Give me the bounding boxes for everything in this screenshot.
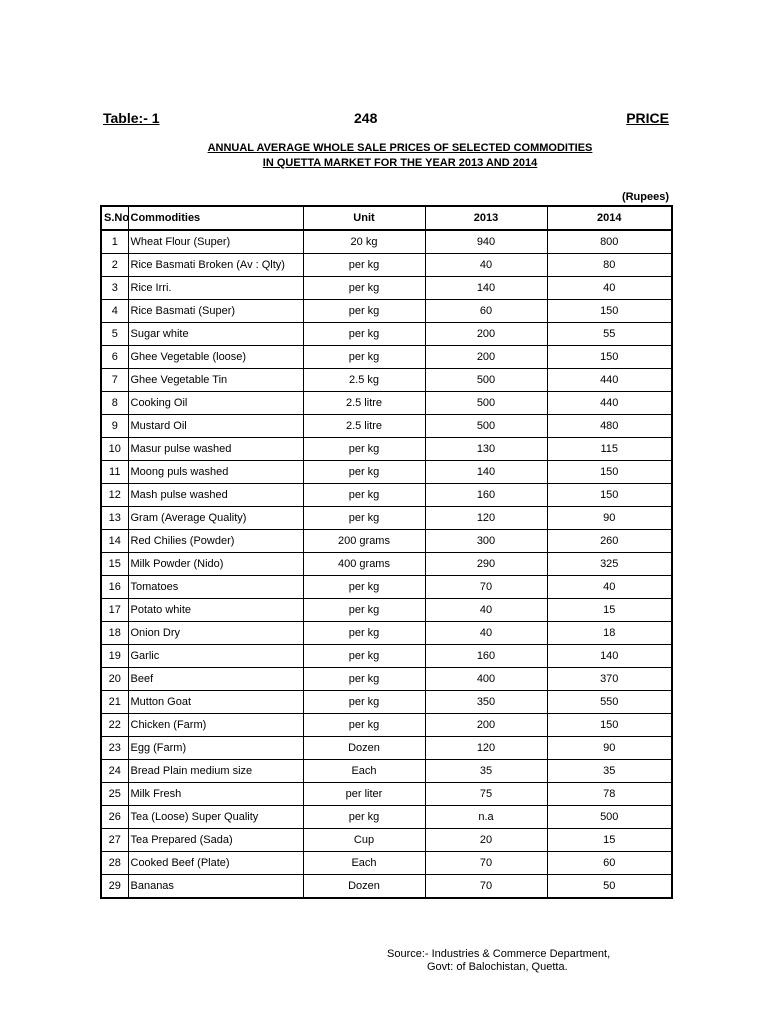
- cell-price-2014: 550: [547, 691, 672, 714]
- cell-sno: 9: [101, 415, 128, 438]
- cell-unit: Each: [303, 760, 425, 783]
- cell-sno: 8: [101, 392, 128, 415]
- cell-price-2013: 200: [425, 346, 547, 369]
- cell-unit: per kg: [303, 300, 425, 323]
- cell-unit: per kg: [303, 622, 425, 645]
- cell-unit: per kg: [303, 806, 425, 829]
- table-row: [101, 599, 672, 622]
- table-label: Table:- 1: [103, 110, 160, 126]
- cell-sno: 25: [101, 783, 128, 806]
- currency-unit-note: (Rupees): [621, 191, 669, 203]
- cell-unit: 20 kg: [303, 230, 425, 254]
- table-header-row: [101, 206, 672, 230]
- cell-price-2014: 440: [547, 392, 672, 415]
- cell-price-2014: 55: [547, 323, 672, 346]
- table-row: [101, 346, 672, 369]
- cell-commodity: Milk Fresh: [128, 783, 303, 806]
- cell-price-2014: 60: [547, 852, 672, 875]
- table-row: [101, 369, 672, 392]
- column-header-2014: 2014: [547, 206, 672, 230]
- table-row: [101, 783, 672, 806]
- table-row: [101, 300, 672, 323]
- cell-unit: 2.5 kg: [303, 369, 425, 392]
- cell-unit: per kg: [303, 277, 425, 300]
- cell-sno: 18: [101, 622, 128, 645]
- cell-unit: Each: [303, 852, 425, 875]
- cell-commodity: Red Chilies (Powder): [128, 530, 303, 553]
- cell-price-2013: 70: [425, 576, 547, 599]
- cell-commodity: Ghee Vegetable Tin: [128, 369, 303, 392]
- cell-price-2013: 290: [425, 553, 547, 576]
- table-row: [101, 323, 672, 346]
- cell-price-2013: 940: [425, 230, 547, 254]
- cell-commodity: Rice Basmati (Super): [128, 300, 303, 323]
- cell-price-2014: 440: [547, 369, 672, 392]
- cell-commodity: Wheat Flour (Super): [128, 230, 303, 254]
- cell-unit: Cup: [303, 829, 425, 852]
- cell-unit: 200 grams: [303, 530, 425, 553]
- cell-sno: 16: [101, 576, 128, 599]
- cell-price-2014: 150: [547, 300, 672, 323]
- cell-price-2013: 500: [425, 415, 547, 438]
- table-row: [101, 277, 672, 300]
- cell-price-2014: 78: [547, 783, 672, 806]
- table-row: [101, 737, 672, 760]
- cell-price-2013: 20: [425, 829, 547, 852]
- table-row: [101, 438, 672, 461]
- cell-price-2013: 140: [425, 461, 547, 484]
- cell-commodity: Cooking Oil: [128, 392, 303, 415]
- cell-commodity: Potato white: [128, 599, 303, 622]
- cell-unit: per kg: [303, 254, 425, 277]
- cell-price-2014: 90: [547, 737, 672, 760]
- table-row: [101, 875, 672, 899]
- table-row: [101, 622, 672, 645]
- table-row: [101, 691, 672, 714]
- cell-unit: per liter: [303, 783, 425, 806]
- table-row: [101, 507, 672, 530]
- table-row: [101, 668, 672, 691]
- cell-commodity: Cooked Beef (Plate): [128, 852, 303, 875]
- cell-sno: 15: [101, 553, 128, 576]
- table-row: [101, 230, 672, 254]
- cell-commodity: Garlic: [128, 645, 303, 668]
- cell-price-2014: 150: [547, 461, 672, 484]
- cell-price-2013: 140: [425, 277, 547, 300]
- cell-unit: per kg: [303, 576, 425, 599]
- cell-sno: 20: [101, 668, 128, 691]
- cell-price-2013: 40: [425, 254, 547, 277]
- cell-sno: 6: [101, 346, 128, 369]
- cell-price-2013: 400: [425, 668, 547, 691]
- cell-price-2013: 200: [425, 714, 547, 737]
- cell-price-2014: 150: [547, 714, 672, 737]
- document-title-line-2: IN QUETTA MARKET FOR THE YEAR 2013 AND 2014: [262, 157, 538, 169]
- cell-unit: 2.5 litre: [303, 392, 425, 415]
- cell-commodity: Egg (Farm): [128, 737, 303, 760]
- source-line-2: Govt: of Balochistan, Quetta.: [427, 961, 568, 973]
- table-row: [101, 392, 672, 415]
- cell-price-2013: 160: [425, 645, 547, 668]
- cell-commodity: Beef: [128, 668, 303, 691]
- table-row: [101, 852, 672, 875]
- table-row: [101, 806, 672, 829]
- cell-commodity: Tea Prepared (Sada): [128, 829, 303, 852]
- cell-commodity: Masur pulse washed: [128, 438, 303, 461]
- cell-price-2013: 200: [425, 323, 547, 346]
- cell-sno: 1: [101, 230, 128, 254]
- cell-commodity: Moong puls washed: [128, 461, 303, 484]
- cell-sno: 12: [101, 484, 128, 507]
- cell-sno: 19: [101, 645, 128, 668]
- page-number: 248: [354, 110, 378, 126]
- cell-price-2013: 300: [425, 530, 547, 553]
- cell-price-2014: 800: [547, 230, 672, 254]
- cell-unit: per kg: [303, 438, 425, 461]
- cell-commodity: Tea (Loose) Super Quality: [128, 806, 303, 829]
- cell-price-2014: 90: [547, 507, 672, 530]
- cell-commodity: Rice Irri.: [128, 277, 303, 300]
- cell-price-2013: 350: [425, 691, 547, 714]
- cell-commodity: Milk Powder (Nido): [128, 553, 303, 576]
- table-row: [101, 553, 672, 576]
- cell-price-2013: 500: [425, 369, 547, 392]
- cell-price-2014: 40: [547, 277, 672, 300]
- price-table: [100, 205, 673, 899]
- table-row: [101, 829, 672, 852]
- cell-commodity: Bananas: [128, 875, 303, 899]
- cell-commodity: Onion Dry: [128, 622, 303, 645]
- column-header-sno: S.No: [101, 206, 128, 230]
- cell-price-2013: n.a: [425, 806, 547, 829]
- cell-price-2013: 70: [425, 852, 547, 875]
- cell-sno: 23: [101, 737, 128, 760]
- cell-price-2014: 115: [547, 438, 672, 461]
- cell-price-2014: 15: [547, 829, 672, 852]
- cell-unit: Dozen: [303, 737, 425, 760]
- cell-unit: per kg: [303, 599, 425, 622]
- section-title: PRICE: [626, 110, 669, 126]
- cell-unit: per kg: [303, 668, 425, 691]
- cell-commodity: Mutton Goat: [128, 691, 303, 714]
- cell-unit: per kg: [303, 691, 425, 714]
- cell-price-2014: 500: [547, 806, 672, 829]
- cell-price-2014: 150: [547, 484, 672, 507]
- cell-price-2014: 40: [547, 576, 672, 599]
- cell-commodity: Tomatoes: [128, 576, 303, 599]
- cell-sno: 11: [101, 461, 128, 484]
- table-row: [101, 415, 672, 438]
- cell-commodity: Mustard Oil: [128, 415, 303, 438]
- cell-unit: Dozen: [303, 875, 425, 899]
- cell-sno: 26: [101, 806, 128, 829]
- cell-unit: 2.5 litre: [303, 415, 425, 438]
- table-body: [101, 230, 672, 898]
- table-row: [101, 461, 672, 484]
- cell-sno: 28: [101, 852, 128, 875]
- cell-sno: 5: [101, 323, 128, 346]
- column-header-unit: Unit: [303, 206, 425, 230]
- table-row: [101, 530, 672, 553]
- cell-unit: per kg: [303, 645, 425, 668]
- cell-price-2014: 150: [547, 346, 672, 369]
- cell-price-2014: 260: [547, 530, 672, 553]
- table-row: [101, 645, 672, 668]
- cell-price-2013: 500: [425, 392, 547, 415]
- column-header-commodities: Commodities: [128, 206, 303, 230]
- cell-commodity: Bread Plain medium size: [128, 760, 303, 783]
- cell-price-2013: 40: [425, 599, 547, 622]
- cell-sno: 24: [101, 760, 128, 783]
- cell-price-2014: 80: [547, 254, 672, 277]
- source-note: [387, 948, 610, 974]
- cell-price-2013: 40: [425, 622, 547, 645]
- table-row: [101, 576, 672, 599]
- cell-price-2014: 325: [547, 553, 672, 576]
- table-row: [101, 254, 672, 277]
- cell-unit: per kg: [303, 346, 425, 369]
- column-header-2013: 2013: [425, 206, 547, 230]
- cell-price-2013: 70: [425, 875, 547, 899]
- cell-unit: 400 grams: [303, 553, 425, 576]
- cell-sno: 2: [101, 254, 128, 277]
- table-row: [101, 484, 672, 507]
- cell-sno: 17: [101, 599, 128, 622]
- table-row: [101, 760, 672, 783]
- cell-price-2013: 160: [425, 484, 547, 507]
- cell-price-2013: 75: [425, 783, 547, 806]
- document-title-line-1: ANNUAL AVERAGE WHOLE SALE PRICES OF SELECTED COMMODITIES: [207, 142, 593, 154]
- cell-unit: per kg: [303, 461, 425, 484]
- cell-price-2013: 130: [425, 438, 547, 461]
- source-line-1: Source:- Industries & Commerce Department,: [387, 948, 611, 960]
- cell-commodity: Mash pulse washed: [128, 484, 303, 507]
- cell-price-2014: 370: [547, 668, 672, 691]
- cell-price-2014: 15: [547, 599, 672, 622]
- cell-unit: per kg: [303, 323, 425, 346]
- cell-unit: per kg: [303, 484, 425, 507]
- cell-price-2014: 18: [547, 622, 672, 645]
- cell-commodity: Rice Basmati Broken (Av : Qlty): [128, 254, 303, 277]
- cell-sno: 4: [101, 300, 128, 323]
- cell-sno: 13: [101, 507, 128, 530]
- cell-sno: 22: [101, 714, 128, 737]
- cell-price-2013: 60: [425, 300, 547, 323]
- cell-price-2014: 480: [547, 415, 672, 438]
- table-row: [101, 714, 672, 737]
- cell-unit: per kg: [303, 507, 425, 530]
- cell-commodity: Chicken (Farm): [128, 714, 303, 737]
- cell-price-2013: 120: [425, 737, 547, 760]
- cell-sno: 29: [101, 875, 128, 899]
- cell-price-2014: 35: [547, 760, 672, 783]
- cell-commodity: Sugar white: [128, 323, 303, 346]
- cell-sno: 10: [101, 438, 128, 461]
- cell-sno: 3: [101, 277, 128, 300]
- cell-price-2014: 50: [547, 875, 672, 899]
- cell-commodity: Gram (Average Quality): [128, 507, 303, 530]
- cell-price-2013: 35: [425, 760, 547, 783]
- cell-price-2014: 140: [547, 645, 672, 668]
- cell-sno: 27: [101, 829, 128, 852]
- cell-sno: 14: [101, 530, 128, 553]
- cell-price-2013: 120: [425, 507, 547, 530]
- cell-commodity: Ghee Vegetable (loose): [128, 346, 303, 369]
- cell-unit: per kg: [303, 714, 425, 737]
- cell-sno: 21: [101, 691, 128, 714]
- cell-sno: 7: [101, 369, 128, 392]
